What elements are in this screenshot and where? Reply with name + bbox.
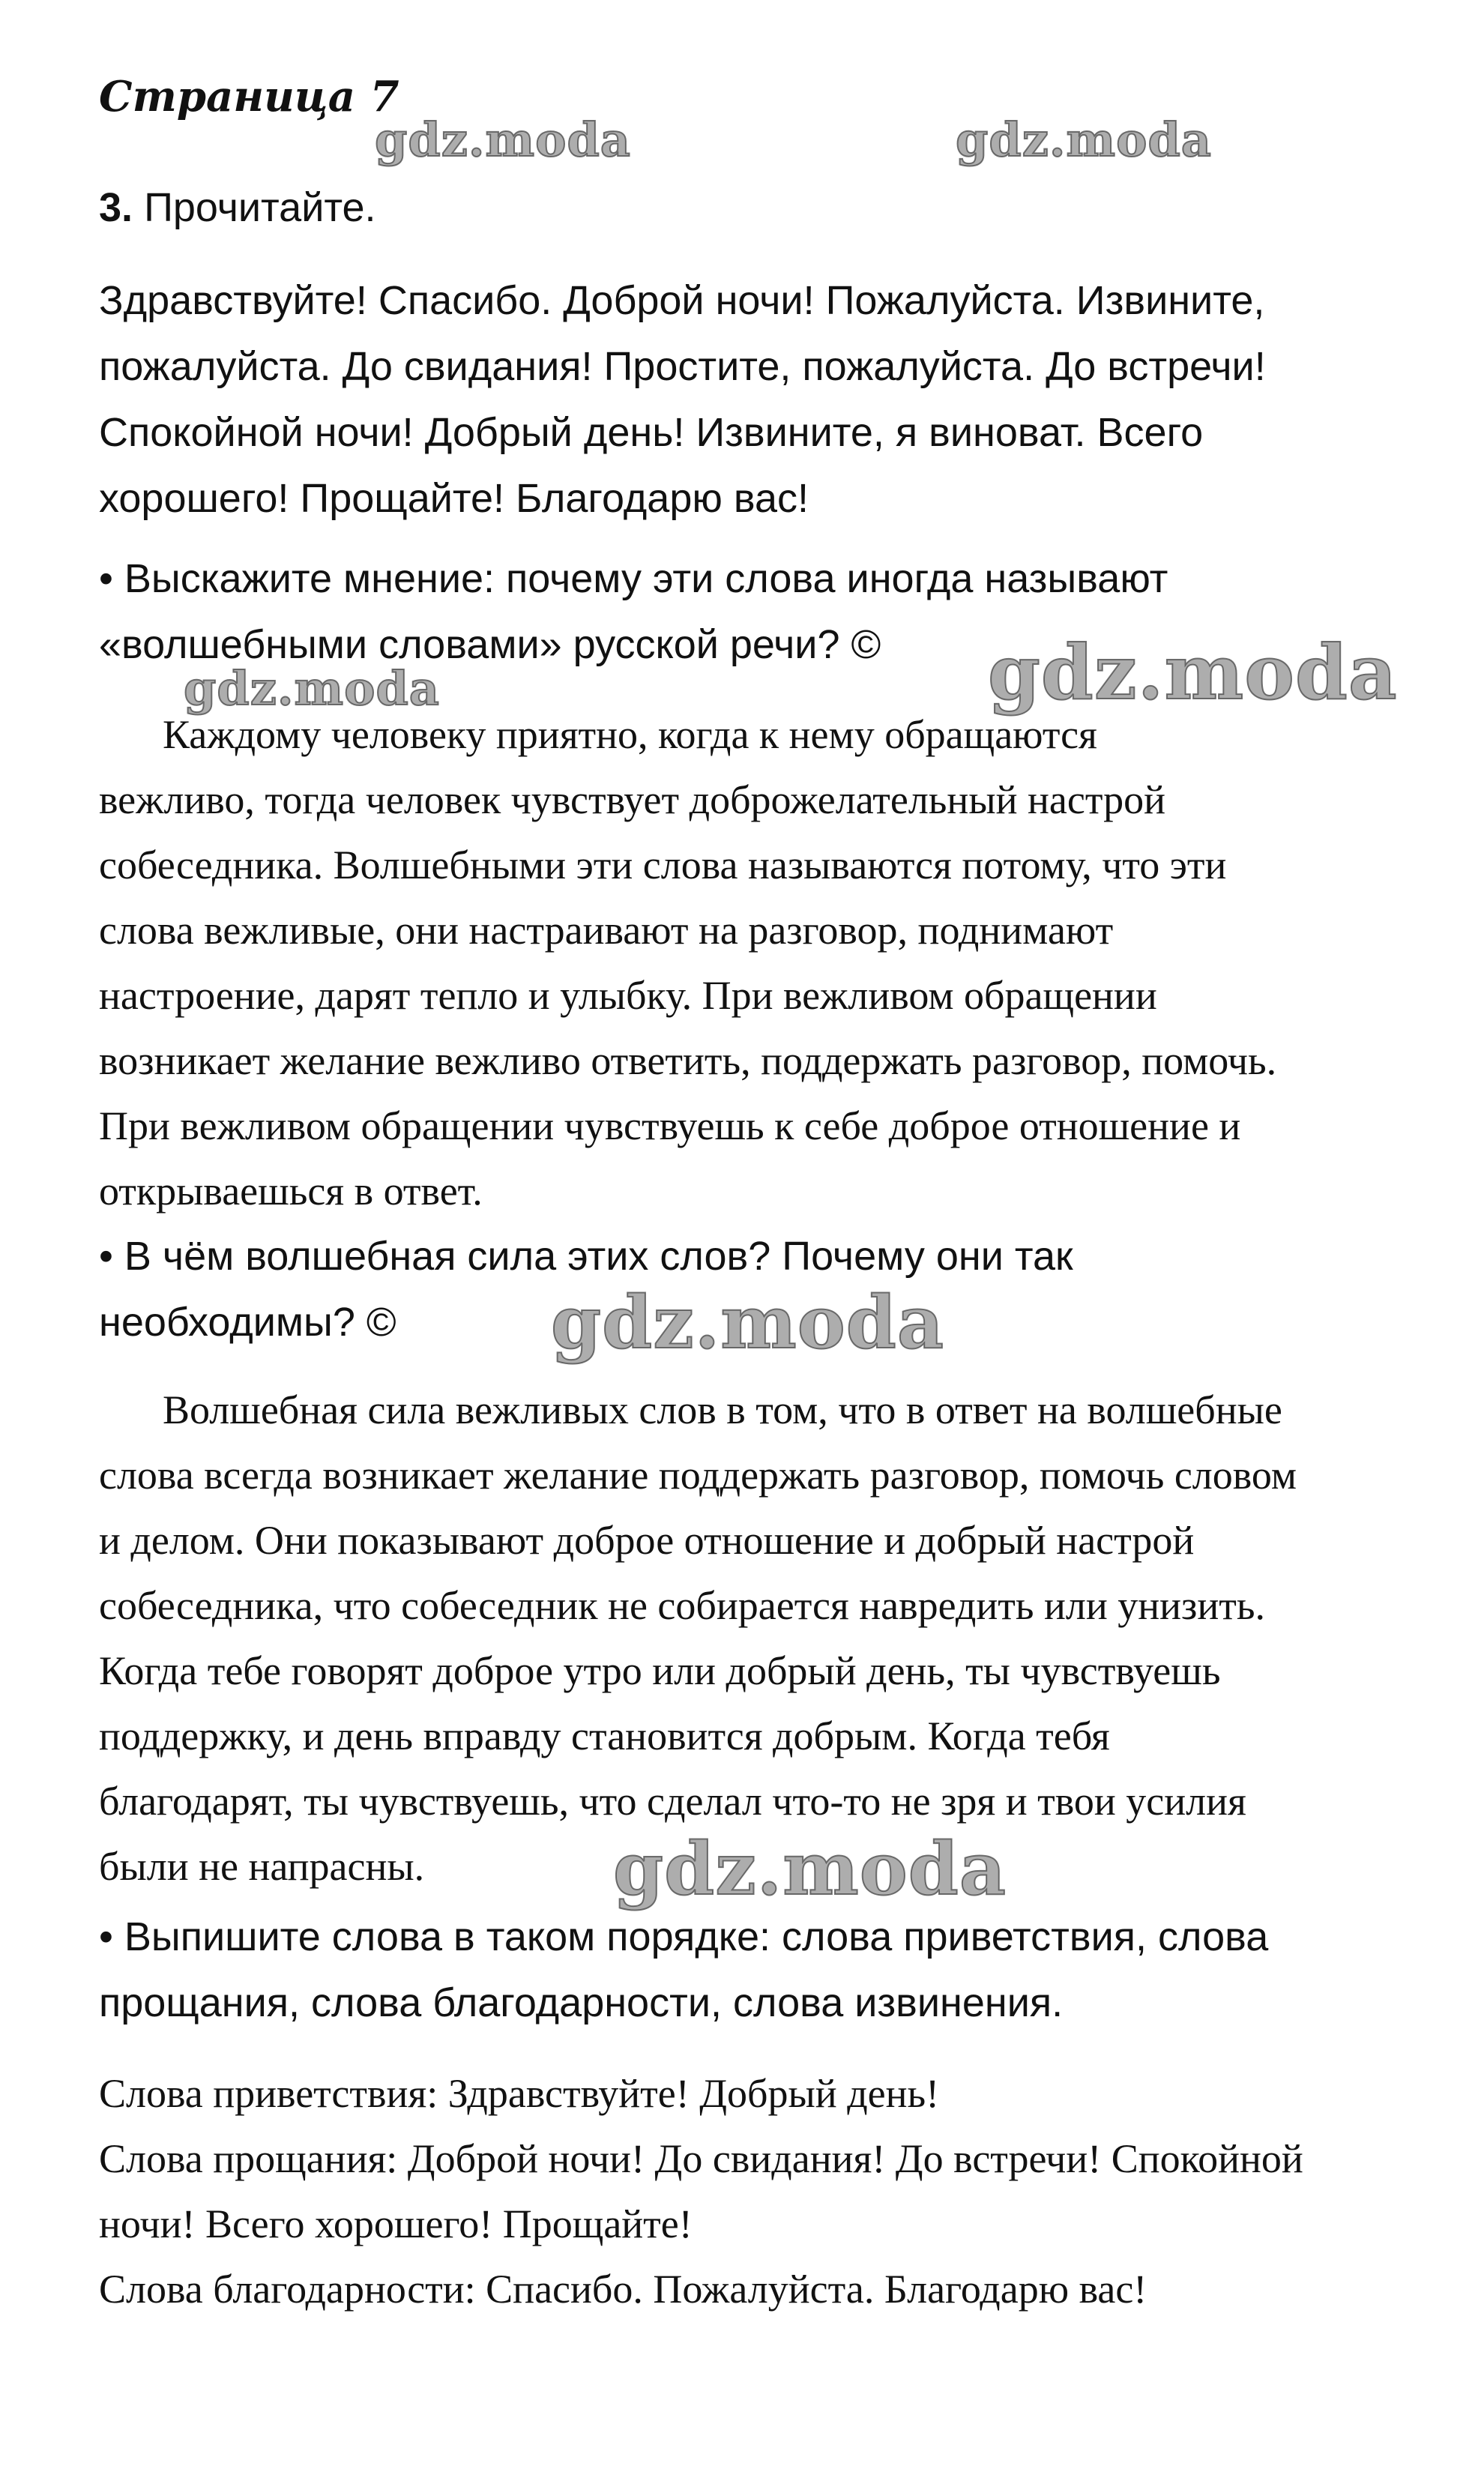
- text-line: Каждому человеку приятно, когда к нему обращаются: [163, 712, 1097, 757]
- text-line: При вежливом обращении чувствуешь к себе доброе отношение и: [99, 1103, 1241, 1148]
- text-line: настроение, дарят тепло и улыбку. При вежливом обращении: [99, 973, 1157, 1018]
- text-line: Когда тебе говорят доброе утро или добрый день, ты чувствуешь: [99, 1648, 1221, 1693]
- text-line: пожалуйста. До свидания! Простите, пожалуйста. До встречи!: [99, 344, 1266, 389]
- text-line: вежливо, тогда человек чувствует доброжелательный настрой: [99, 777, 1165, 822]
- text-line: были не напрасны.: [99, 1844, 425, 1889]
- text-line: ночи! Всего хорошего! Прощайте!: [99, 2201, 693, 2246]
- answer-3: [99, 2061, 1418, 2322]
- watermark: gdz.moda: [613, 1827, 1007, 1911]
- text-line: собеседника. Волшебными эти слова называются потому, что эти: [99, 842, 1227, 887]
- text-line: собеседника, что собеседник не собирается навредить или унизить.: [99, 1583, 1265, 1628]
- text-line: и делом. Они показывают доброе отношение и добрый настрой: [99, 1518, 1195, 1563]
- task-number: 3.: [99, 185, 133, 230]
- text-line: • Выпишите слова в таком порядке: слова приветствия, слова: [99, 1914, 1269, 1959]
- text-line: Волшебная сила вежливых слов в том, что в ответ на волшебные: [163, 1387, 1282, 1432]
- text-line: Спокойной ночи! Добрый день! Извините, я виноват. Всего: [99, 410, 1204, 455]
- task-instruction: Прочитайте.: [144, 185, 376, 230]
- text-line: Здравствуйте! Спасибо. Доброй ночи! Пожалуйста. Извините,: [99, 278, 1265, 323]
- watermark: gdz.moda: [956, 112, 1212, 167]
- text-line: • В чём волшебная сила этих слов? Почему они так: [99, 1234, 1073, 1279]
- watermark: gdz.moda: [375, 112, 631, 167]
- question-3: [99, 1904, 1418, 2036]
- watermark: gdz.moda: [551, 1280, 945, 1365]
- page-title: Страница 7: [99, 72, 399, 121]
- text-line: открываешься в ответ.: [99, 1169, 483, 1214]
- text-line: поддержку, и день вправду становится добрым. Когда тебя: [99, 1713, 1110, 1758]
- text-line: хорошего! Прощайте! Благодарю вас!: [99, 476, 809, 521]
- task-header: [99, 184, 376, 231]
- text-line: «волшебными словами» русской речи? ©: [99, 622, 881, 667]
- text-line: Слова благодарности: Спасибо. Пожалуйста. Благодарю вас!: [99, 2267, 1147, 2312]
- answer-1: [99, 702, 1418, 1224]
- watermark: gdz.moda: [988, 628, 1398, 717]
- text-line: Слова прощания: Доброй ночи! До свидания! До встречи! Спокойной: [99, 2136, 1303, 2181]
- text-line: Слова приветствия: Здравствуйте! Добрый день!: [99, 2071, 940, 2116]
- reading-text: [99, 268, 1418, 531]
- watermark: gdz.moda: [184, 661, 440, 716]
- text-line: • Выскажите мнение: почему эти слова иногда называют: [99, 556, 1168, 601]
- text-line: необходимы? ©: [99, 1300, 396, 1345]
- text-line: слова всегда возникает желание поддержать разговор, помочь словом: [99, 1453, 1297, 1498]
- text-line: возникает желание вежливо ответить, поддержать разговор, помочь.: [99, 1038, 1277, 1083]
- answer-2: [99, 1378, 1418, 1899]
- text-line: благодарят, ты чувствуешь, что сделал что-то не зря и твои усилия: [99, 1779, 1246, 1824]
- text-line: слова вежливые, они настраивают на разговор, поднимают: [99, 908, 1114, 953]
- text-line: прощания, слова благодарности, слова извинения.: [99, 1980, 1064, 2025]
